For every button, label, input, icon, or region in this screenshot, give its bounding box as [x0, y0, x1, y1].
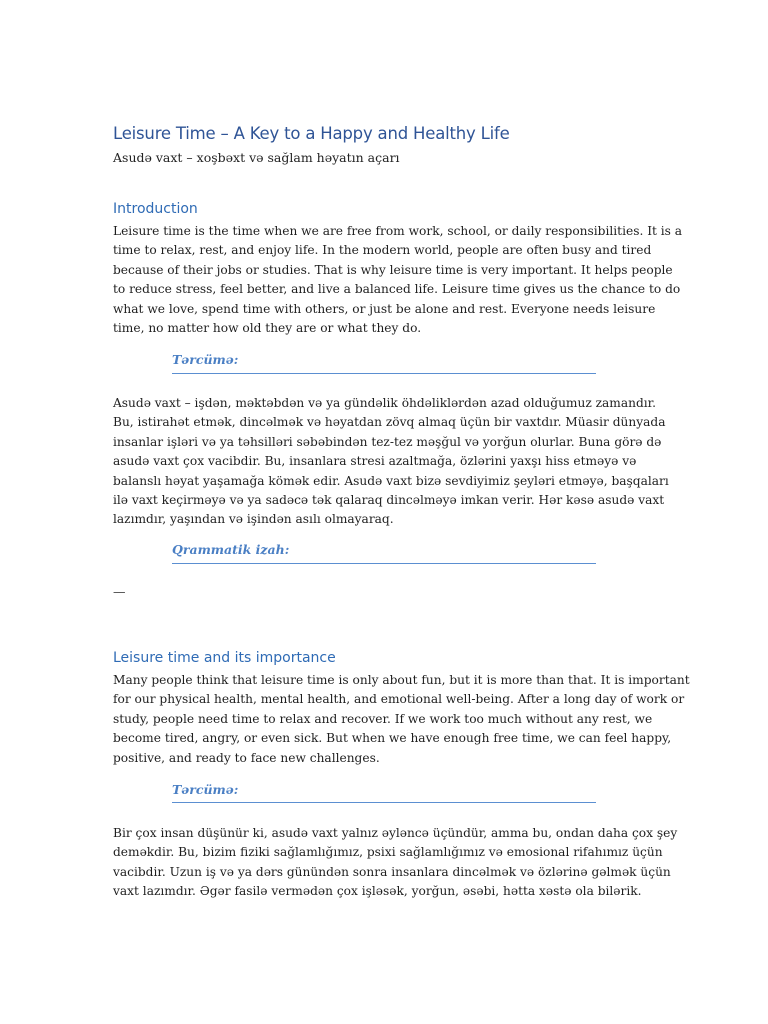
- paragraph-line: to reduce stress, feel better, and live a balanced life. Leisure time gives us the chance to do: [113, 282, 681, 297]
- paragraph-line: study, people need time to relax and recover. If we work too much without any rest, we: [113, 711, 653, 726]
- paragraph-line: become tired, angry, or even sick. But when we have enough free time, we can feel happy,: [113, 731, 672, 746]
- grammar-label: Qrammatik izah:: [172, 542, 290, 557]
- separator-dash: —: [113, 584, 126, 599]
- paragraph-line: Many people think that leisure time is only about fun, but it is more than that. It is important: [113, 673, 690, 687]
- translation-line: asudə vaxt çox vacibdir. Bu, insanlara stresi azaltmağa, özlərini yaxşı hiss etməyə və: [113, 454, 637, 469]
- grammar-rule: [172, 563, 596, 564]
- introduction-paragraph: [113, 222, 683, 338]
- translation-line: Bir çox insan düşünür ki, asudə vaxt yalnız əyləncə üçündür, amma bu, ondan daha çox şey: [113, 826, 678, 840]
- translation-label: Tərcümə:: [172, 782, 239, 797]
- paragraph-line: time, no matter how old they are or what they do.: [113, 321, 422, 336]
- translation-line: deməkdir. Bu, bizim fiziki sağlamlığımız, psixi sağlamlığımız və emosional rifahımız üçün: [113, 845, 663, 860]
- paragraph-line: for our physical health, mental health, and emotional well-being. After a long day of work or: [113, 692, 685, 707]
- translation-rule: [172, 373, 596, 374]
- importance-translation: [113, 824, 678, 902]
- translation-line: Asudə vaxt – işdən, məktəbdən və ya gündəlik öhdəliklərdən azad olduğumuz zamandır.: [113, 396, 657, 410]
- section-heading-leisure-importance: Leisure time and its importance: [113, 650, 336, 666]
- paragraph-line: positive, and ready to face new challenges.: [113, 750, 380, 765]
- translation-line: vaxt lazımdır. Əgər fasilə vermədən çox işləsək, yorğun, əsəbi, hətta xəstə ola bilərik.: [113, 884, 642, 899]
- translation-line: vacibdir. Uzun iş və ya dərs günündən sonra insanlara dincəlmək və özlərinə gəlmək üçün: [113, 864, 671, 879]
- translation-line: balanslı həyat yaşamağa kömək edir. Asudə vaxt bizə sevdiyimiz şeyləri etməyə, başqaları: [113, 473, 669, 488]
- section-heading-introduction: Introduction: [113, 201, 198, 217]
- document-subtitle: Asudə vaxt – xoşbəxt və sağlam həyatın açarı: [113, 150, 400, 165]
- document-title: Leisure Time – A Key to a Happy and Healthy Life: [113, 124, 510, 143]
- paragraph-line: what we love, spend time with others, or just be alone and rest. Everyone needs leisure: [113, 301, 656, 316]
- paragraph-line: because of their jobs or studies. That is why leisure time is very important. It helps people: [113, 262, 673, 277]
- translation-label: Tərcümə:: [172, 352, 239, 367]
- translation-line: ilə vaxt keçirməyə və ya sadəcə tək qalaraq dincəlməyə imkan verir. Hər kəsə asudə vaxt: [113, 493, 665, 508]
- paragraph-line: Leisure time is the time when we are free from work, school, or daily responsibilities. It is a: [113, 224, 683, 238]
- translation-line: insanlar işləri və ya təhsilləri səbəbindən tez-tez məşğul və yorğun olurlar. Buna görə də: [113, 434, 662, 449]
- translation-rule: [172, 802, 596, 803]
- paragraph-line: time to relax, rest, and enjoy life. In the modern world, people are often busy and tired: [113, 243, 652, 258]
- translation-line: Bu, istirahət etmək, dincəlmək və həyatdan zövq almaq üçün bir vaxtdır. Müasir dünyada: [113, 415, 666, 430]
- importance-paragraph: [113, 671, 690, 768]
- introduction-translation: [113, 394, 669, 530]
- translation-line: lazımdır, yaşından və işindən asılı olmayaraq.: [113, 512, 394, 527]
